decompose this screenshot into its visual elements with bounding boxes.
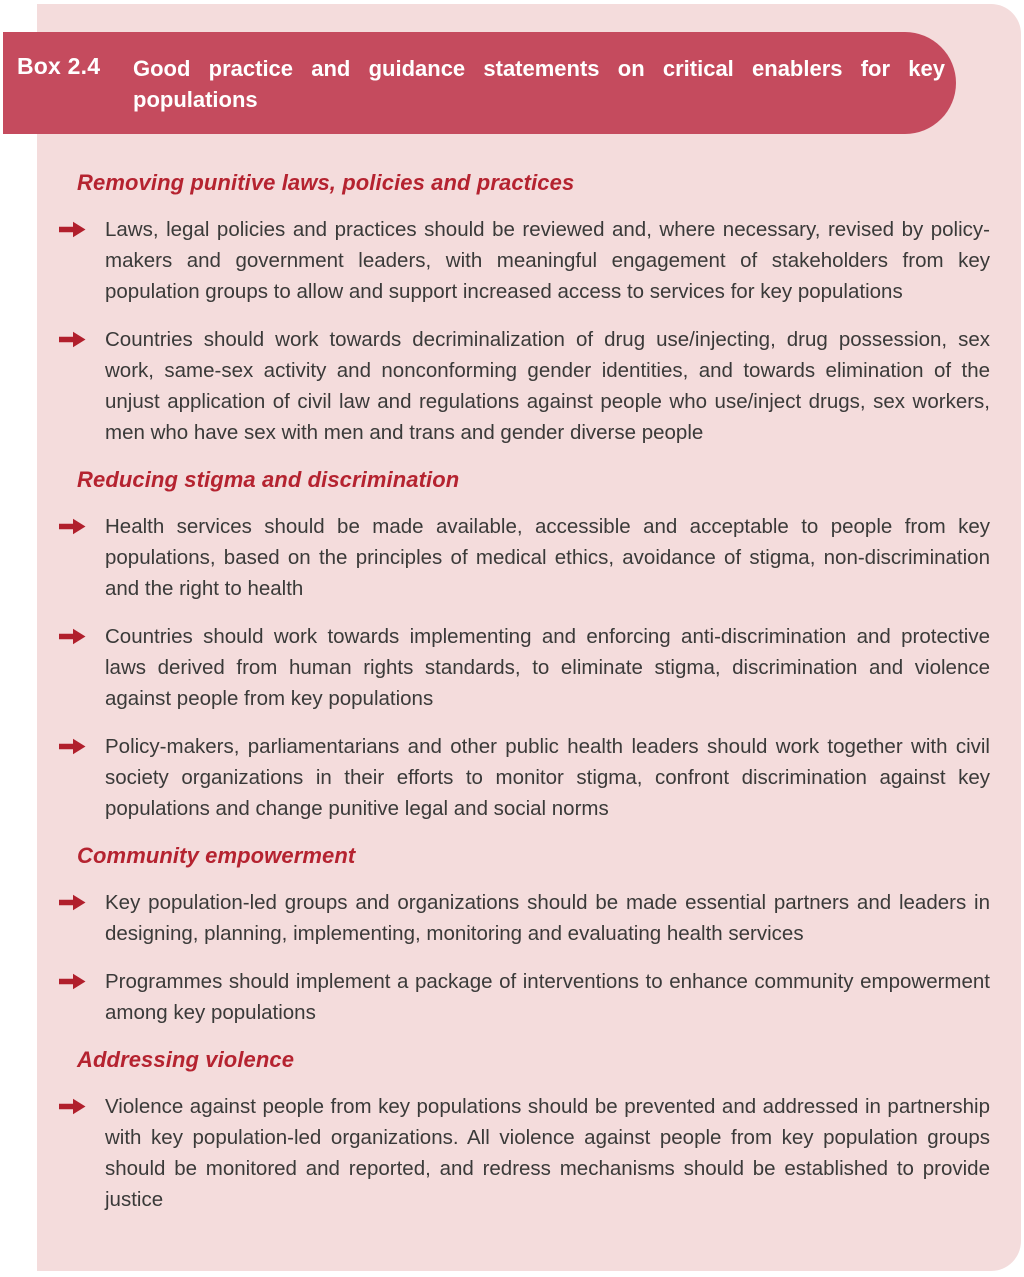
box-body-panel: [37, 4, 1021, 1271]
bullet-text: Health services should be made available, accessible and acceptable to people from key populations, based on the principles of medical ethics, avoidance of stigma, non-discrimination and the right to health: [105, 515, 990, 600]
bullet-item: [37, 887, 1021, 949]
section-heading: Addressing violence: [77, 1047, 295, 1072]
arrow-bullet-icon: [59, 1091, 105, 1215]
bullet-item: [37, 511, 1021, 604]
box-number-label: Box 2.4: [17, 53, 101, 79]
bullet-item: [37, 214, 1021, 307]
box-title: Good practice and guidance statements on critical enablers for key populations: [133, 56, 945, 112]
section-heading: Removing punitive laws, policies and practices: [77, 170, 575, 195]
bullet-text: Key population-led groups and organizations should be made essential partners and leaders in designing, planning, implementing, monitoring and evaluating health services: [105, 891, 990, 945]
bullet-item: [37, 966, 1021, 1028]
arrow-bullet-icon: [59, 511, 105, 604]
box-content: [37, 4, 1021, 1271]
section-heading: Community empowerment: [77, 843, 356, 868]
bullet-item: [37, 1091, 1021, 1215]
bullet-text: Countries should work towards implementing and enforcing anti-discrimination and protective laws derived from human rights standards, to eliminate stigma, discrimination and violence against people from key populations: [105, 625, 990, 710]
arrow-bullet-icon: [59, 731, 105, 824]
arrow-bullet-icon: [59, 887, 105, 949]
arrow-bullet-icon: [59, 324, 105, 448]
arrow-bullet-icon: [59, 214, 105, 307]
bullet-item: [37, 731, 1021, 824]
arrow-bullet-icon: [59, 621, 105, 714]
section-heading: Reducing stigma and discrimination: [77, 467, 460, 492]
bullet-text: Laws, legal policies and practices should be reviewed and, where necessary, revised by policy-makers and government leaders, with meaningful engagement of stakeholders from key population groups to allow and support increased access to services for key populations: [105, 218, 990, 303]
bullet-text: Programmes should implement a package of interventions to enhance community empowerment among key populations: [105, 970, 990, 1024]
bullet-text: Countries should work towards decriminalization of drug use/injecting, drug possession, sex work, same-sex activity and nonconforming gender identities, and towards elimination of the unjust application of civil law and regulations against people who use/inject drugs, sex workers, men who have sex with men and trans and gender diverse people: [105, 328, 990, 444]
bullet-item: [37, 621, 1021, 714]
bullet-text: Policy-makers, parliamentarians and other public health leaders should work together with civil society organizations in their efforts to monitor stigma, confront discrimination against key populations and change punitive legal and social norms: [105, 735, 990, 820]
bullet-text: Violence against people from key populations should be prevented and addressed in partnership with key population-led organizations. All violence against people from key population groups should be monitored and reported, and redress mechanisms should be established to provide justice: [105, 1095, 990, 1211]
box-header: [3, 32, 956, 134]
arrow-bullet-icon: [59, 966, 105, 1028]
bullet-item: [37, 324, 1021, 448]
